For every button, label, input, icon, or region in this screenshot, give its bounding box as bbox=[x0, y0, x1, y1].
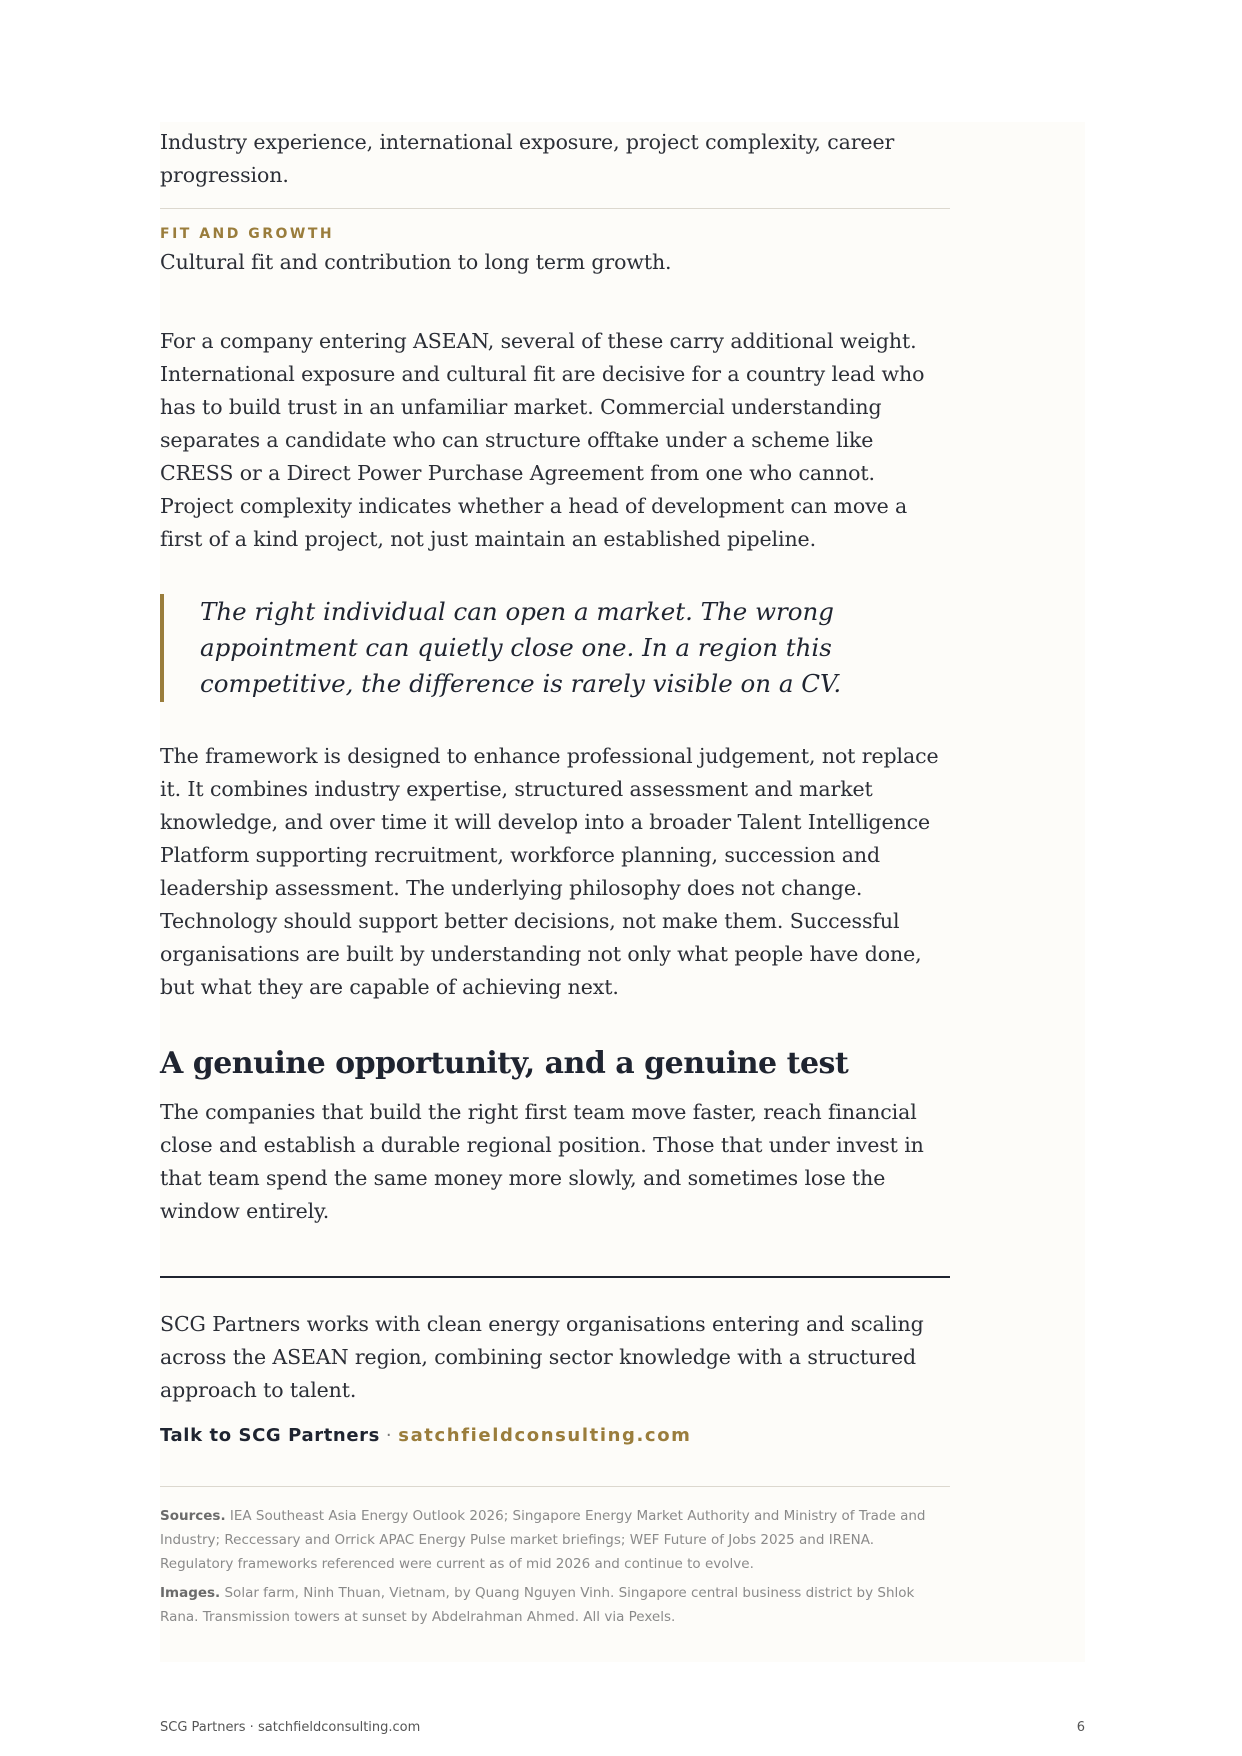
article-content bbox=[160, 126, 950, 1629]
website-link[interactable]: satchfieldconsulting.com bbox=[398, 1425, 692, 1446]
sources-label: Sources. bbox=[160, 1508, 226, 1524]
sources-divider bbox=[160, 1486, 950, 1487]
section-divider bbox=[160, 1276, 950, 1278]
cta-separator: · bbox=[385, 1425, 393, 1446]
fit-growth-kicker: FIT AND GROWTH bbox=[160, 226, 335, 242]
sources-note bbox=[160, 1504, 950, 1576]
footer-site: SCG Partners · satchfieldconsulting.com bbox=[160, 1720, 421, 1735]
cta-label: Talk to SCG Partners bbox=[160, 1425, 380, 1446]
divider bbox=[160, 208, 950, 209]
criteria-text: Industry experience, international exposure, project complexity, career progression. bbox=[160, 130, 895, 187]
page-number: 6 bbox=[1076, 1720, 1085, 1735]
about-paragraph: SCG Partners works with clean energy organisations entering and scaling across the ASEAN region, combining sector knowledge with a structured approach to talent. bbox=[160, 1312, 924, 1402]
images-credit bbox=[160, 1581, 950, 1629]
images-label: Images. bbox=[160, 1585, 221, 1601]
asean-paragraph: For a company entering ASEAN, several of these carry additional weight. International exposure and cultural fit are decisive for a country lead who has to build trust in an unfamiliar market. Commercial understanding separates a candidate who can structure offtake under a scheme like CRESS or a Direct Power Purchase Agreement from one who cannot. Project complexity indicates whether a head of development can move a first of a kind project, not just maintain an established pipeline. bbox=[160, 329, 925, 551]
section-heading: A genuine opportunity, and a genuine test bbox=[160, 1046, 849, 1081]
sources-text: IEA Southeast Asia Energy Outlook 2026; Singapore Energy Market Authority and Ministry of Trade and Industry; Reccessary and Orrick APAC Energy Pulse market briefings; WEF Future of Jobs 2025 and IRENA. Regulatory frameworks referenced were current as of mid 2026 and continue to evolve. bbox=[160, 1508, 926, 1572]
framework-paragraph: The framework is designed to enhance professional judgement, not replace it. It combines industry expertise, structured assessment and market knowledge, and over time it will develop into a broader Talent Intelligence Platform supporting recruitment, workforce planning, succession and leadership assessment. The underlying philosophy does not change. Technology should support better decisions, not make them. Successful organisations are built by understanding not only what people have done, but what they are capable of achieving next. bbox=[160, 744, 939, 999]
fit-growth-text: Cultural fit and contribution to long term growth. bbox=[160, 250, 672, 274]
pull-quote: The right individual can open a market. The wrong appointment can quietly close one. In a region this competitive, the difference is rarely visible on a CV. bbox=[160, 594, 950, 702]
page-footer bbox=[160, 1720, 1085, 1735]
opportunity-paragraph: The companies that build the right first team move faster, reach financial close and establish a durable regional position. Those that under invest in that team spend the same money more slowly, and sometimes lose the window entirely. bbox=[160, 1100, 924, 1223]
images-text: Solar farm, Ninh Thuan, Vietnam, by Quang Nguyen Vinh. Singapore central business district by Shlok Rana. Transmission towers at sunset by Abdelrahman Ahmed. All via Pexels. bbox=[160, 1585, 915, 1625]
cta-line bbox=[160, 1425, 950, 1446]
